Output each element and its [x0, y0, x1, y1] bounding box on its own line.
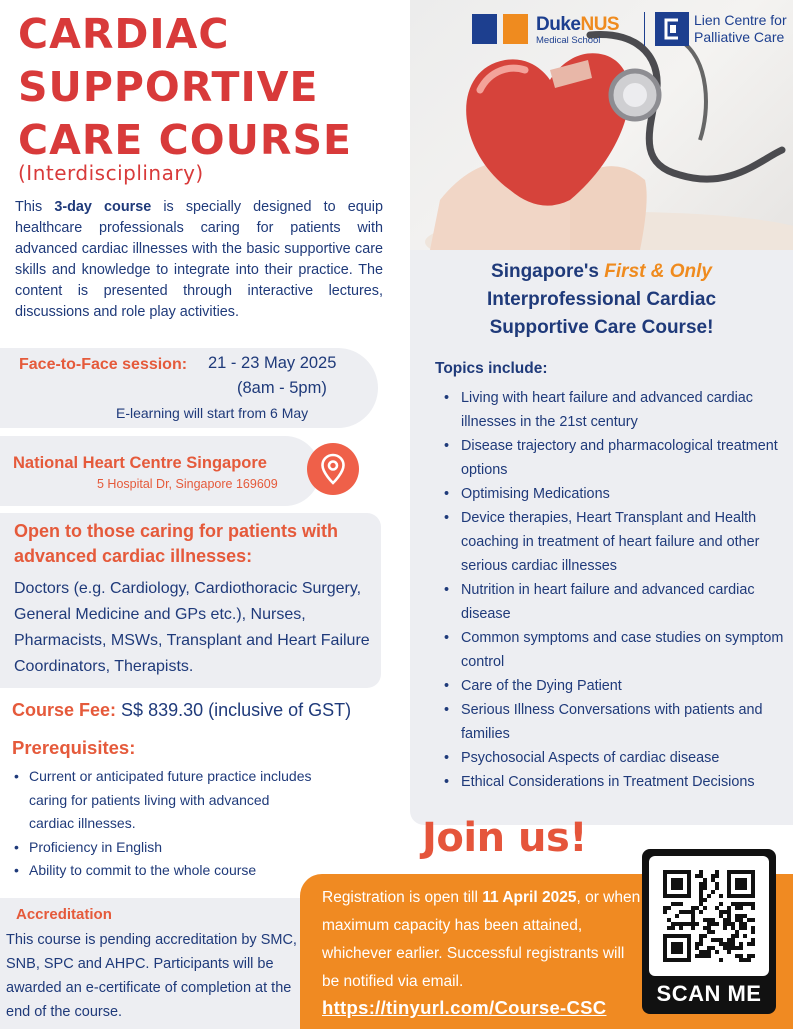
list-item: • Current or anticipated future practice includes caring for patients living with advanced cardiac illnesses. [12, 765, 312, 836]
registration-text [322, 884, 642, 996]
title-line-3: CARE COURSE [18, 116, 353, 164]
list-item: • Optimising Medications [443, 482, 793, 506]
lien-line-2: Palliative Care [694, 29, 785, 45]
list-item: • Disease trajectory and pharmacological treatment options [443, 434, 793, 482]
reg-deadline: 11 April 2025 [482, 889, 577, 906]
logo-divider [644, 12, 645, 46]
intro-text-rest: is specially designed to equip healthcare professionals caring for patients with advanced cardiac illnesses with the basic supportive care skills and knowledge to integrate into their practice. The content is presented through interactive lectures, discussions and role play activities. [15, 199, 383, 320]
qr-code[interactable] [649, 856, 769, 976]
location-pin-icon [307, 443, 359, 495]
fee-value: S$ 839.30 (inclusive of GST) [121, 700, 352, 720]
elearning-note: E-learning will start from 6 May [116, 405, 309, 421]
course-subtitle: (Interdisciplinary) [18, 161, 204, 185]
scan-me-label: SCAN ME [656, 981, 762, 1006]
reg-suffix: , or when maximum capacity has been attained, whichever earlier. Successful registrants will be notified via email. [322, 889, 641, 990]
join-us-heading: Join us! [422, 815, 588, 861]
duke-crest-icon [472, 14, 497, 44]
list-item: • Serious Illness Conversations with patients and families [443, 698, 793, 746]
session-dates: 21 - 23 May 2025 [208, 354, 337, 372]
list-item: • Device therapies, Heart Transplant and Health coaching in treatment of heart failure and other serious cardiac illnesses [443, 506, 793, 578]
reg-prefix: Registration is open till [322, 889, 483, 906]
topics-list [443, 386, 793, 794]
accreditation-text: This course is pending accreditation by SMC, SNB, SPC and AHPC. Participants will be awarded an e-certificate of completion at the end of the course. [6, 932, 297, 1020]
lien-centre-icon [655, 12, 689, 46]
nus-wordmark: NUS [580, 14, 620, 35]
lien-line-1: Lien Centre for [694, 12, 787, 28]
list-item: • Proficiency in English [12, 836, 312, 860]
intro-text-start: This [15, 199, 55, 215]
title-line-2: SUPPORTIVE [18, 63, 319, 111]
duke-wordmark: Duke [536, 14, 581, 35]
audience-list: Doctors (e.g. Cardiology, Cardiothoracic Surgery, General Medicine and GPs etc.), Nurses, Pharmacists, MSWs, Transplant and Heart Failure Coordinators, Therapists. [14, 580, 370, 675]
list-item: • Care of the Dying Patient [443, 674, 793, 698]
title-line-1: CARDIAC [18, 10, 230, 58]
headline-line-2: Interprofessional Cardiac [486, 289, 717, 310]
feature-headline [410, 258, 793, 342]
headline-line-3: Supportive Care Course! [489, 317, 714, 338]
accreditation-heading: Accreditation [16, 906, 112, 923]
course-title [18, 8, 408, 167]
intro-paragraph [15, 197, 383, 323]
registration-link[interactable]: https://tinyurl.com/Course-CSC [322, 997, 607, 1018]
prerequisites-list [12, 765, 312, 883]
lien-centre-logo [694, 12, 787, 46]
prerequisites-heading: Prerequisites: [12, 737, 136, 758]
partner-logos [472, 10, 790, 50]
list-item: • Common symptoms and case studies on symptom control [443, 626, 793, 674]
duke-nus-subtitle: Medical School [536, 35, 601, 46]
intro-emphasis: 3-day course [54, 199, 152, 215]
list-item: • Nutrition in heart failure and advanced cardiac disease [443, 578, 793, 626]
headline-accent: First & Only [604, 261, 712, 282]
headline-prefix: Singapore's [491, 261, 605, 282]
list-item: • Living with heart failure and advanced cardiac illnesses in the 21st century [443, 386, 793, 434]
topics-heading: Topics include: [435, 360, 548, 377]
venue-address: 5 Hospital Dr, Singapore 169609 [97, 477, 278, 491]
course-fee [12, 700, 351, 721]
fee-label: Course Fee: [12, 700, 117, 720]
duke-nus-logo [536, 14, 619, 36]
session-time: (8am - 5pm) [237, 379, 327, 397]
list-item: • Psychosocial Aspects of cardiac disease [443, 746, 793, 770]
list-item: • Ethical Considerations in Treatment Decisions [443, 770, 793, 794]
audience-title: Open to those caring for patients with advanced cardiac illnesses: [14, 521, 339, 566]
nus-crest-icon [503, 14, 528, 44]
list-item: • Ability to commit to the whole course [12, 859, 312, 883]
session-label: Face-to-Face session: [19, 356, 188, 373]
venue-name: National Heart Centre Singapore [13, 454, 267, 472]
